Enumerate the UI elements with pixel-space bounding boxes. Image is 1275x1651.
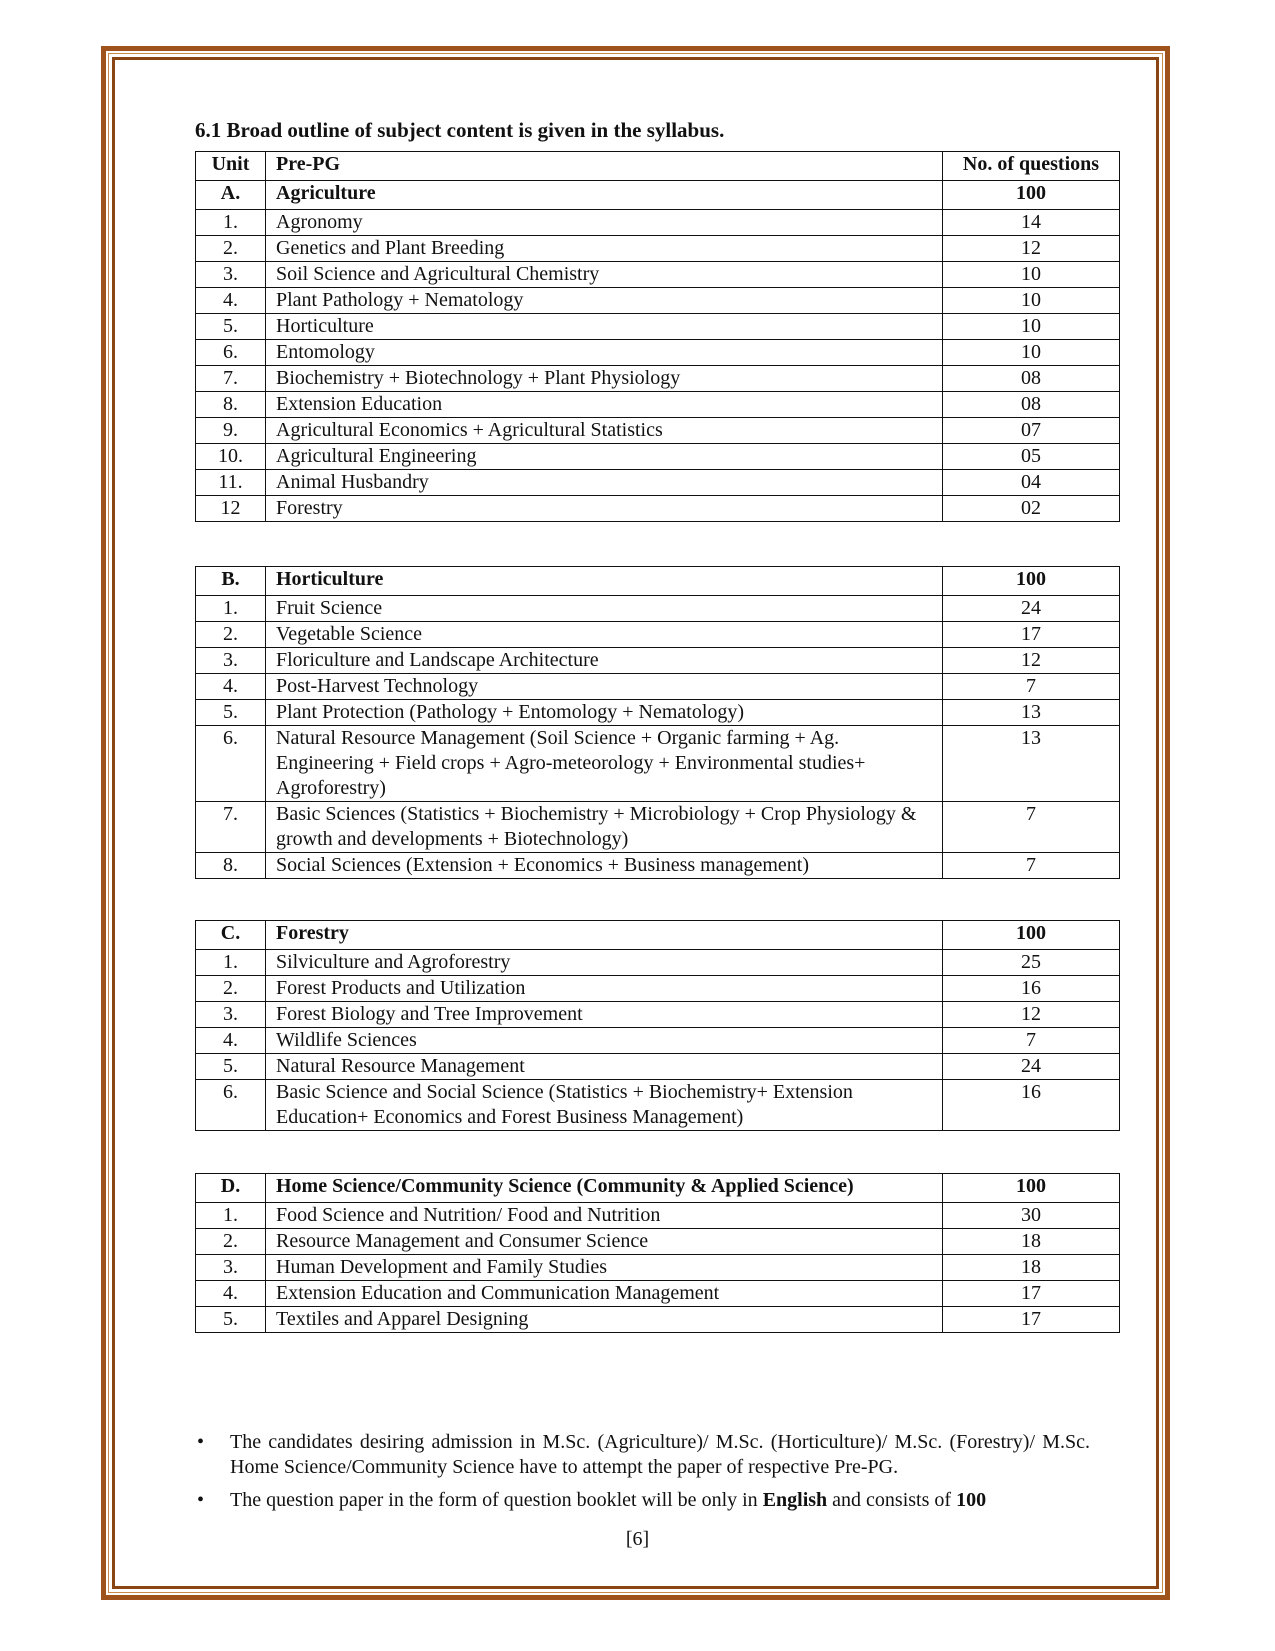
note-text-part: and consists of: [827, 1489, 957, 1511]
questions-cell: 13: [943, 700, 1120, 726]
subject-cell: Animal Husbandry: [266, 470, 943, 496]
subject-cell: Plant Pathology + Nematology: [266, 288, 943, 314]
subject-cell: Post-Harvest Technology: [266, 674, 943, 700]
unit-cell: 12: [196, 496, 266, 522]
questions-cell: 25: [943, 950, 1120, 976]
unit-cell: 8.: [196, 392, 266, 418]
subject-cell: Agronomy: [266, 210, 943, 236]
questions-cell: 05: [943, 444, 1120, 470]
table-row: [196, 470, 1120, 496]
questions-cell: 30: [943, 1203, 1120, 1229]
unit-cell: 7.: [196, 802, 266, 853]
table-row: [196, 1203, 1120, 1229]
section-subject: Home Science/Community Science (Community & Applied Science): [266, 1174, 943, 1203]
unit-cell: 3.: [196, 1255, 266, 1281]
table-row: [196, 288, 1120, 314]
table-row: [196, 236, 1120, 262]
section-heading: 6.1 Broad outline of subject content is given in the syllabus.: [195, 118, 725, 142]
questions-cell: 7: [943, 674, 1120, 700]
questions-cell: 7: [943, 1028, 1120, 1054]
unit-cell: 1.: [196, 950, 266, 976]
questions-cell: 08: [943, 392, 1120, 418]
subject-cell: Social Sciences (Extension + Economics + Business management): [266, 853, 943, 879]
subject-cell: Extension Education: [266, 392, 943, 418]
unit-cell: 5.: [196, 700, 266, 726]
subject-cell: Floriculture and Landscape Architecture: [266, 648, 943, 674]
unit-cell: 5.: [196, 1054, 266, 1080]
questions-cell: 24: [943, 596, 1120, 622]
section-unit: D.: [196, 1174, 266, 1203]
table-row: [196, 210, 1120, 236]
questions-cell: 18: [943, 1255, 1120, 1281]
table-row: [196, 648, 1120, 674]
subject-cell: Forestry: [266, 496, 943, 522]
table-row: [196, 1255, 1120, 1281]
questions-cell: 16: [943, 976, 1120, 1002]
unit-cell: 5.: [196, 314, 266, 340]
table-row: [196, 366, 1120, 392]
note-text: The candidates desiring admission in M.Sc. (Agriculture)/ M.Sc. (Horticulture)/ M.Sc. (Forestry)/ M.Sc. Home Science/Community Science have to attempt the paper of respective Pre-PG.: [230, 1431, 1090, 1478]
note-text-bold: English: [762, 1489, 828, 1511]
table-row: [196, 418, 1120, 444]
unit-cell: 3.: [196, 1002, 266, 1028]
subject-cell: Entomology: [266, 340, 943, 366]
table-row: [196, 853, 1120, 879]
unit-cell: 11.: [196, 470, 266, 496]
header-unit: Unit: [196, 152, 266, 181]
table-row: [196, 700, 1120, 726]
questions-cell: 10: [943, 288, 1120, 314]
notes-list: [195, 1430, 1090, 1521]
table-row: [196, 314, 1120, 340]
subject-cell: Plant Protection (Pathology + Entomology + Nematology): [266, 700, 943, 726]
subject-cell: Agricultural Economics + Agricultural Statistics: [266, 418, 943, 444]
unit-cell: 2.: [196, 622, 266, 648]
subject-cell: Human Development and Family Studies: [266, 1255, 943, 1281]
questions-cell: 04: [943, 470, 1120, 496]
questions-cell: 10: [943, 262, 1120, 288]
section-subject: Horticulture: [266, 567, 943, 596]
section-unit: A.: [196, 181, 266, 210]
unit-cell: 4.: [196, 288, 266, 314]
questions-cell: 13: [943, 726, 1120, 802]
section-row: [196, 567, 1120, 596]
subject-cell: Textiles and Apparel Designing: [266, 1307, 943, 1333]
unit-cell: 4.: [196, 1028, 266, 1054]
table-row: [196, 1281, 1120, 1307]
table-row: [196, 596, 1120, 622]
subject-cell: Natural Resource Management (Soil Science + Organic farming + Ag. Engineering + Field crops + Agro-meteorology + Environmental studies+ Agroforestry): [266, 726, 943, 802]
note-item: [195, 1488, 1090, 1513]
section-row: [196, 1174, 1120, 1203]
table-row: [196, 622, 1120, 648]
unit-cell: 4.: [196, 1281, 266, 1307]
subject-cell: Extension Education and Communication Management: [266, 1281, 943, 1307]
table-row: [196, 1307, 1120, 1333]
table-row: [196, 976, 1120, 1002]
page-number: [6]: [625, 1528, 650, 1550]
unit-cell: 3.: [196, 262, 266, 288]
table-agriculture: [195, 151, 1120, 522]
section-subject: Agriculture: [266, 181, 943, 210]
table-header-row: [196, 152, 1120, 181]
bullet-icon: •: [197, 1431, 205, 1453]
subject-cell: Agricultural Engineering: [266, 444, 943, 470]
questions-cell: 16: [943, 1080, 1120, 1131]
unit-cell: 10.: [196, 444, 266, 470]
subject-cell: Forest Products and Utilization: [266, 976, 943, 1002]
questions-cell: 12: [943, 1002, 1120, 1028]
questions-cell: 08: [943, 366, 1120, 392]
unit-cell: 1.: [196, 1203, 266, 1229]
section-unit: B.: [196, 567, 266, 596]
table-row: [196, 802, 1120, 853]
subject-cell: Food Science and Nutrition/ Food and Nutrition: [266, 1203, 943, 1229]
questions-cell: 10: [943, 314, 1120, 340]
unit-cell: 9.: [196, 418, 266, 444]
unit-cell: 2.: [196, 1229, 266, 1255]
table-row: [196, 726, 1120, 802]
unit-cell: 6.: [196, 1080, 266, 1131]
questions-cell: 12: [943, 236, 1120, 262]
note-item: [195, 1430, 1090, 1480]
table-row: [196, 1028, 1120, 1054]
table-forestry: [195, 920, 1120, 1131]
note-text-part: The question paper in the form of question booklet will be only in: [230, 1489, 763, 1511]
unit-cell: 1.: [196, 596, 266, 622]
questions-cell: 07: [943, 418, 1120, 444]
unit-cell: 8.: [196, 853, 266, 879]
subject-cell: Biochemistry + Biotechnology + Plant Physiology: [266, 366, 943, 392]
section-row: [196, 181, 1120, 210]
questions-cell: 12: [943, 648, 1120, 674]
questions-cell: 7: [943, 853, 1120, 879]
table-row: [196, 1229, 1120, 1255]
subject-cell: Resource Management and Consumer Science: [266, 1229, 943, 1255]
questions-cell: 17: [943, 622, 1120, 648]
unit-cell: 2.: [196, 976, 266, 1002]
subject-cell: Vegetable Science: [266, 622, 943, 648]
subject-cell: Horticulture: [266, 314, 943, 340]
section-questions: 100: [943, 181, 1120, 210]
section-row: [196, 921, 1120, 950]
subject-cell: Genetics and Plant Breeding: [266, 236, 943, 262]
unit-cell: 1.: [196, 210, 266, 236]
section-unit: C.: [196, 921, 266, 950]
unit-cell: 3.: [196, 648, 266, 674]
subject-cell: Silviculture and Agroforestry: [266, 950, 943, 976]
questions-cell: 7: [943, 802, 1120, 853]
unit-cell: 4.: [196, 674, 266, 700]
table-row: [196, 262, 1120, 288]
table-row: [196, 674, 1120, 700]
questions-cell: 17: [943, 1281, 1120, 1307]
questions-cell: 10: [943, 340, 1120, 366]
section-questions: 100: [943, 567, 1120, 596]
questions-cell: 02: [943, 496, 1120, 522]
table-row: [196, 340, 1120, 366]
table-row: [196, 1080, 1120, 1131]
unit-cell: 6.: [196, 340, 266, 366]
subject-cell: Fruit Science: [266, 596, 943, 622]
table-row: [196, 444, 1120, 470]
unit-cell: 2.: [196, 236, 266, 262]
table-row: [196, 1002, 1120, 1028]
table-row: [196, 392, 1120, 418]
table-row: [196, 496, 1120, 522]
unit-cell: 5.: [196, 1307, 266, 1333]
subject-cell: Forest Biology and Tree Improvement: [266, 1002, 943, 1028]
header-subject: Pre-PG: [266, 152, 943, 181]
subject-cell: Wildlife Sciences: [266, 1028, 943, 1054]
section-questions: 100: [943, 921, 1120, 950]
subject-cell: Natural Resource Management: [266, 1054, 943, 1080]
note-text-bold: 100: [956, 1489, 987, 1511]
subject-cell: Soil Science and Agricultural Chemistry: [266, 262, 943, 288]
table-row: [196, 1054, 1120, 1080]
table-row: [196, 950, 1120, 976]
questions-cell: 17: [943, 1307, 1120, 1333]
bullet-icon: •: [197, 1489, 205, 1511]
subject-cell: Basic Sciences (Statistics + Biochemistry + Microbiology + Crop Physiology & growth and developments + Biotechnology): [266, 802, 943, 853]
section-questions: 100: [943, 1174, 1120, 1203]
table-home-science: [195, 1173, 1120, 1333]
subject-cell: Basic Science and Social Science (Statistics + Biochemistry+ Extension Education+ Economics and Forest Business Management): [266, 1080, 943, 1131]
questions-cell: 24: [943, 1054, 1120, 1080]
questions-cell: 14: [943, 210, 1120, 236]
questions-cell: 18: [943, 1229, 1120, 1255]
unit-cell: 7.: [196, 366, 266, 392]
section-subject: Forestry: [266, 921, 943, 950]
table-horticulture: [195, 566, 1120, 879]
header-questions: No. of questions: [943, 152, 1120, 181]
unit-cell: 6.: [196, 726, 266, 802]
